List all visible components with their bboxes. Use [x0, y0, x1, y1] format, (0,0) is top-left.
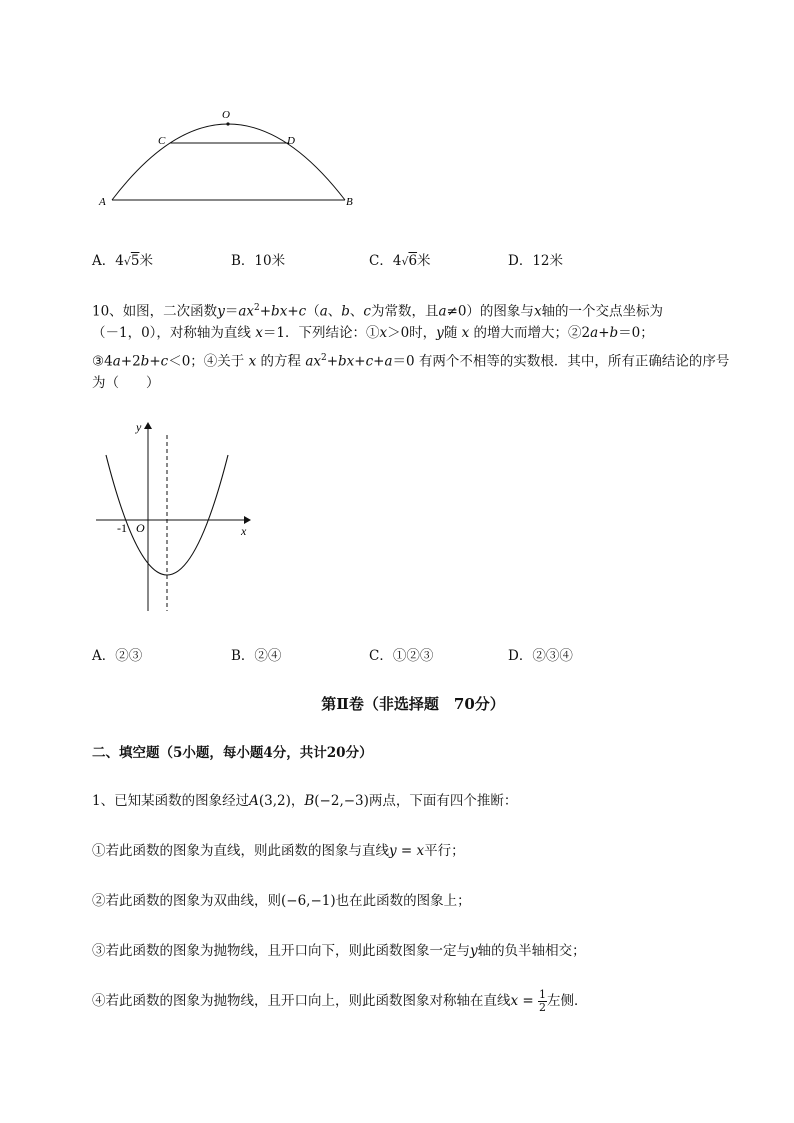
tick-neg1: -1 [117, 521, 127, 535]
origin-label: O [136, 521, 145, 535]
q1-statement-3: ③若此函数的图象为抛物线，且开口向下，则此函数图象一定与y轴的负半轴相交； [92, 943, 586, 959]
label-c: C [158, 135, 166, 147]
q1-statement-4: ④若此函数的图象为抛物线，且开口向上，则此函数图象对称轴在直线x = $\frac{1}{2}$ 左侧． [92, 988, 588, 1014]
x-axis-label: x [241, 524, 247, 538]
label-d: D [287, 135, 295, 147]
part2-title: 第Ⅱ卷（非选择题 70分） [321, 695, 505, 713]
label-a: A [99, 196, 106, 208]
section2-title: 二、填空题（5小题，每小题4分，共计20分） [92, 745, 373, 761]
q10-line-1: 10、如图，二次函数$y=ax^2+bx+c(a$、b、c为常数，且a≠0）的图象与x轴的一个交点坐标为 [92, 303, 664, 320]
point-o [226, 122, 229, 125]
q10-option-a: A．②③ [92, 648, 143, 664]
y-axis-label: y [136, 420, 142, 434]
q9-option-b: B．10米 [231, 253, 286, 269]
q10-line-3: ③4a+2b+c＜0；④关于 x 的方程 $ax^2+bx+c+a=0$ 有两个不相等的实数根．其中，所有正确结论的序号 [92, 353, 730, 370]
q9-option-c: C．4√6米 [369, 253, 431, 269]
q1-stem: 1、已知某函数的图象经过A(3,2)，B(−2,−3)两点，下面有四个推断： [92, 793, 518, 809]
q1-statement-2: ②若此函数的图象为双曲线，则(−6,−1)也在此函数的图象上； [92, 893, 471, 909]
fraction-one-half: $\frac{1}{2}$ [539, 988, 547, 1014]
q9-option-d: D．12米 [508, 253, 564, 269]
label-o: O [222, 109, 230, 121]
q10-option-d: D．②③④ [508, 648, 573, 664]
q10-line-4: 为（ ） [92, 375, 160, 391]
arch-curve [112, 124, 345, 200]
label-b: B [346, 196, 353, 208]
q1-statement-1: ①若此函数的图象为直线，则此函数的图象与直线y = x平行； [92, 843, 465, 859]
q10-option-b: B．②④ [231, 648, 282, 664]
q9-option-a: A．4√5米 [92, 253, 153, 269]
q10-option-c: C．①②③ [369, 648, 434, 664]
q10-line-2: （－1，0），对称轴为直线 x＝1．下列结论：①x＞0时，y随 x 的增大而增大；②2a+b＝0； [92, 325, 654, 341]
arch-figure [95, 100, 370, 215]
parabola-figure [92, 415, 262, 615]
